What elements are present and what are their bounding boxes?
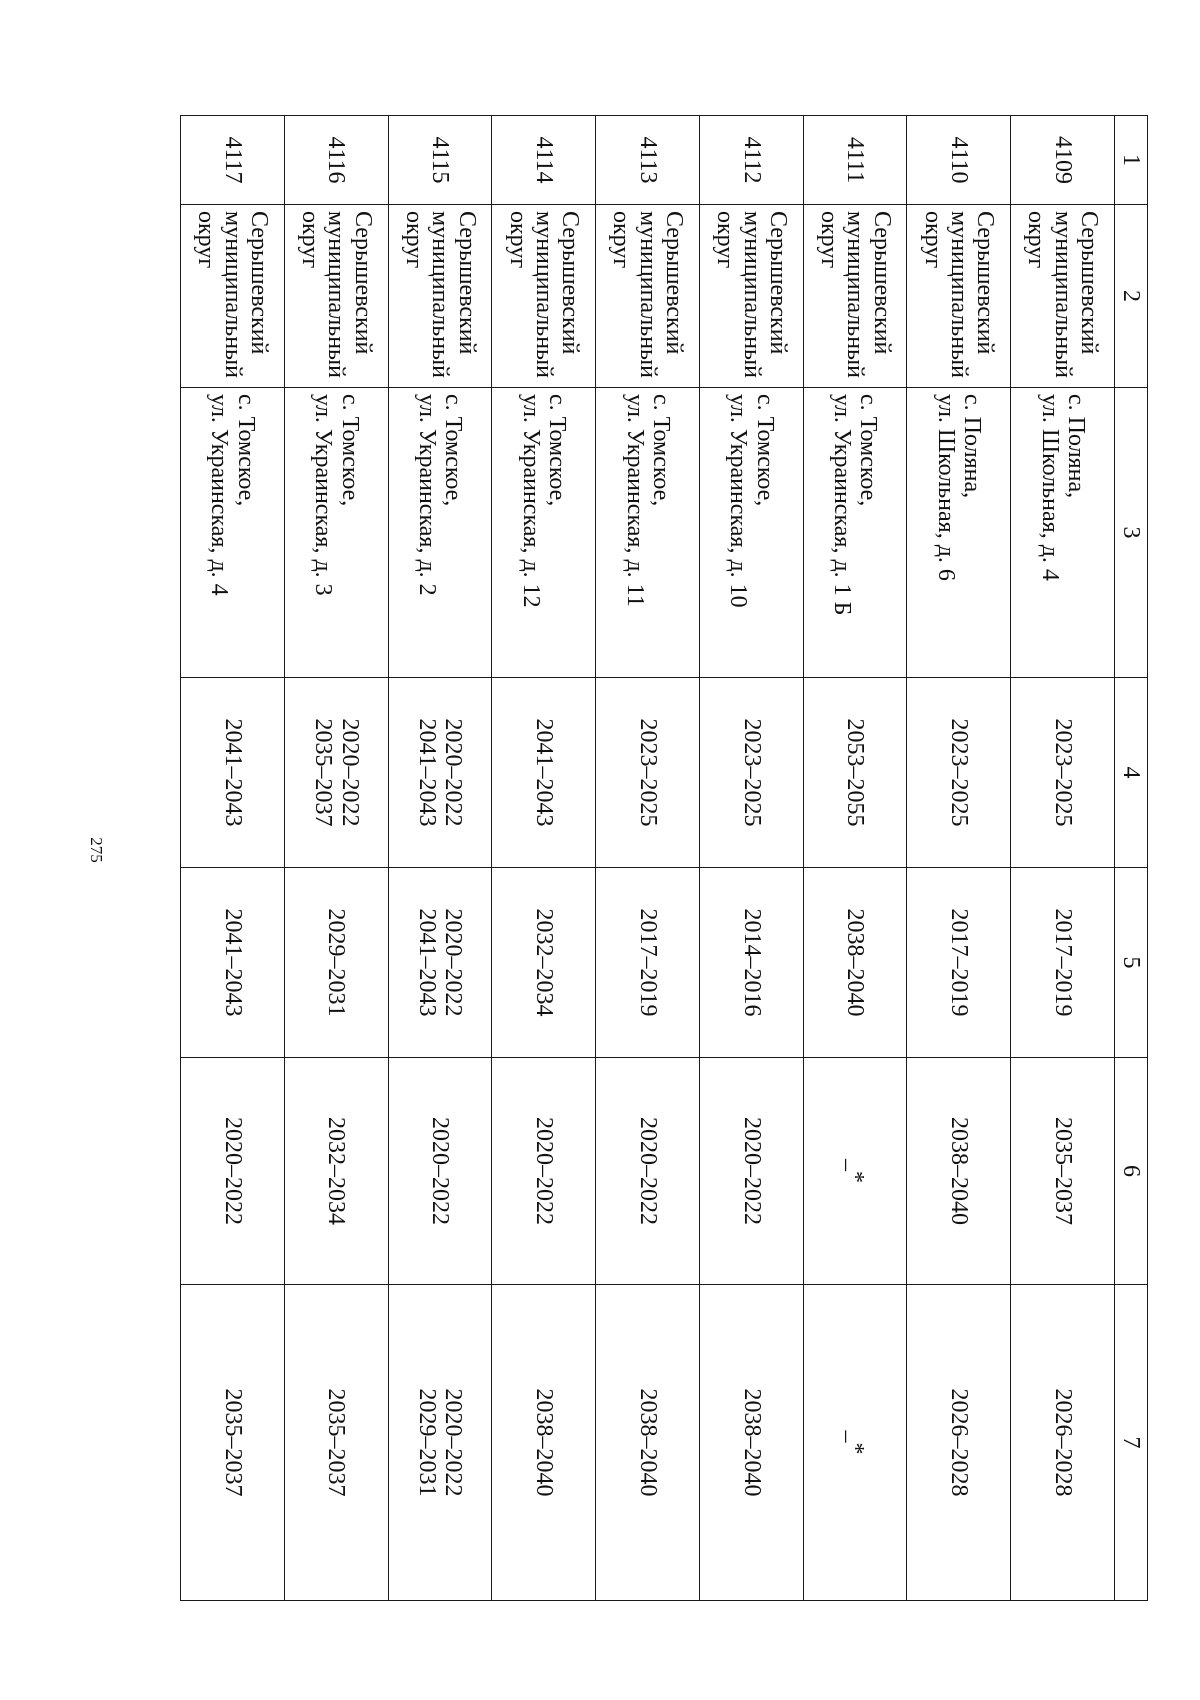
cell-address-line: с. Томское,	[440, 394, 467, 507]
cell-district	[388, 205, 492, 388]
cell-col-5-line: 2014–2016	[738, 908, 765, 1017]
cell-col-6	[803, 1058, 907, 1285]
cell-number: 4113	[596, 116, 700, 205]
cell-col-7-line: 2020–2022	[440, 1388, 467, 1497]
cell-district	[907, 205, 1011, 388]
cell-col-5	[1011, 868, 1115, 1058]
cell-address	[596, 388, 700, 678]
cell-col-7-line: 2038–2040	[738, 1388, 765, 1497]
cell-col-6-line: 2032–2034	[323, 1117, 350, 1225]
table-row	[492, 116, 596, 1601]
cell-district-line: муниципальный	[634, 211, 661, 379]
cell-col-7	[492, 1285, 596, 1601]
cell-col-6-line: 2020–2022	[219, 1117, 246, 1225]
cell-number: 4117	[181, 116, 285, 205]
cell-district-line: Серышевский	[246, 211, 273, 355]
cell-address	[284, 388, 388, 678]
cell-address-line: ул. Украинская, д. 11	[621, 394, 648, 607]
cell-col-5-line: 2020–2022	[440, 908, 467, 1017]
cell-district	[181, 205, 285, 388]
cell-col-4	[284, 678, 388, 868]
header-col-7: 7	[1115, 1285, 1148, 1601]
header-col-6: 6	[1115, 1058, 1148, 1285]
cell-col-4	[699, 678, 803, 868]
cell-address-line: ул. Украинская, д. 10	[725, 394, 752, 608]
cell-district-line: муниципальный	[530, 211, 557, 379]
cell-address-line: ул. Школьная, д. 6	[932, 394, 959, 581]
cell-col-6-line: 2020–2022	[530, 1117, 557, 1225]
table-row	[388, 116, 492, 1601]
cell-col-4	[596, 678, 700, 868]
cell-col-7	[699, 1285, 803, 1601]
cell-district-line: муниципальный	[427, 211, 454, 379]
cell-number: 4116	[284, 116, 388, 205]
rotated-table-container	[180, 115, 1148, 1600]
cell-address-line: с. Томское,	[232, 394, 259, 507]
cell-district-line: округ	[297, 211, 324, 269]
cell-col-6	[284, 1058, 388, 1285]
cell-address-line: с. Томское,	[855, 394, 882, 507]
cell-col-6-line: _*	[842, 1159, 869, 1183]
cell-address-line: с. Томское,	[336, 394, 363, 507]
header-col-2: 2	[1115, 205, 1148, 388]
cell-address-line: с. Поляна,	[959, 394, 986, 499]
cell-district-line: муниципальный	[738, 211, 765, 379]
cell-district-line: муниципальный	[1049, 211, 1076, 379]
cell-district-line: Серышевский	[349, 211, 376, 355]
cell-col-6-line: 2020–2022	[427, 1117, 454, 1225]
cell-col-7-line: 2026–2028	[946, 1388, 973, 1497]
cell-district-line: округ	[608, 211, 635, 269]
cell-col-5-line: 2017–2019	[634, 908, 661, 1017]
cell-address	[699, 388, 803, 678]
cell-col-5-line: 2041–2043	[219, 908, 246, 1017]
cell-district-line: муниципальный	[946, 211, 973, 379]
cell-address	[803, 388, 907, 678]
cell-district-line: округ	[815, 211, 842, 269]
cell-col-5-line: 2032–2034	[530, 908, 557, 1017]
cell-col-5	[181, 868, 285, 1058]
cell-col-7	[596, 1285, 700, 1601]
table-row	[907, 116, 1011, 1601]
cell-col-5-line: 2029–2031	[323, 908, 350, 1017]
header-col-3: 3	[1115, 388, 1148, 678]
cell-col-4-line: 2041–2043	[414, 718, 441, 827]
cell-col-4-line: 2023–2025	[634, 718, 661, 827]
cell-address-line: ул. Украинская, д. 2	[414, 394, 441, 596]
cell-col-6-line: 2035–2037	[1049, 1117, 1076, 1225]
table-row	[181, 116, 285, 1601]
cell-number: 4115	[388, 116, 492, 205]
cell-col-7	[284, 1285, 388, 1601]
table-row	[699, 116, 803, 1601]
cell-col-7	[803, 1285, 907, 1601]
cell-col-7	[181, 1285, 285, 1601]
header-col-1: 1	[1115, 116, 1148, 205]
cell-district-line: Серышевский	[1076, 211, 1103, 355]
cell-address	[492, 388, 596, 678]
cell-district-line: Серышевский	[868, 211, 895, 355]
cell-address	[907, 388, 1011, 678]
cell-col-6	[388, 1058, 492, 1285]
cell-col-7-line: 2035–2037	[219, 1388, 246, 1497]
cell-district-line: муниципальный	[842, 211, 869, 379]
cell-district-line: Серышевский	[764, 211, 791, 355]
cell-col-5	[284, 868, 388, 1058]
cell-col-5	[803, 868, 907, 1058]
page-number: 275	[87, 837, 106, 863]
cell-col-5	[492, 868, 596, 1058]
cell-district-line: округ	[712, 211, 739, 269]
cell-col-7-line: 2026–2028	[1049, 1388, 1076, 1497]
cell-col-5-line: 2041–2043	[414, 908, 441, 1017]
header-row	[1115, 116, 1148, 1601]
cell-district	[284, 205, 388, 388]
cell-address-line: с. Томское,	[751, 394, 778, 507]
cell-col-4	[492, 678, 596, 868]
cell-district	[803, 205, 907, 388]
cell-district-line: Серышевский	[557, 211, 584, 355]
cell-col-6	[907, 1058, 1011, 1285]
cell-district-line: округ	[1023, 211, 1050, 269]
cell-district-line: муниципальный	[323, 211, 350, 379]
cell-district-line: округ	[400, 211, 427, 269]
cell-district	[1011, 205, 1115, 388]
cell-district-line: округ	[193, 211, 220, 269]
header-col-5: 5	[1115, 868, 1148, 1058]
cell-district	[596, 205, 700, 388]
cell-address	[181, 388, 285, 678]
cell-col-5	[388, 868, 492, 1058]
cell-col-7-line: _*	[842, 1430, 869, 1455]
cell-col-7	[388, 1285, 492, 1601]
cell-district-line: округ	[504, 211, 531, 269]
cell-address-line: ул. Украинская, д. 12	[517, 394, 544, 608]
cell-address-line: с. Поляна,	[1063, 394, 1090, 499]
cell-address-line: ул. Школьная, д. 4	[1036, 394, 1063, 581]
cell-address-line: ул. Украинская, д. 1 Б	[829, 394, 856, 616]
cell-col-4	[181, 678, 285, 868]
cell-district-line: муниципальный	[219, 211, 246, 379]
cell-col-6	[492, 1058, 596, 1285]
cell-district-line: округ	[919, 211, 946, 269]
cell-col-6	[1011, 1058, 1115, 1285]
cell-col-5	[699, 868, 803, 1058]
cell-col-4	[388, 678, 492, 868]
cell-address	[1011, 388, 1115, 678]
cell-col-6	[181, 1058, 285, 1285]
cell-col-5-line: 2017–2019	[946, 908, 973, 1017]
table-row	[284, 116, 388, 1601]
cell-address	[388, 388, 492, 678]
cell-col-4-line: 2023–2025	[1049, 718, 1076, 827]
cell-col-7-line: 2038–2040	[530, 1388, 557, 1497]
table-row	[803, 116, 907, 1601]
cell-number: 4109	[1011, 116, 1115, 205]
header-col-4: 4	[1115, 678, 1148, 868]
cell-address-line: ул. Украинская, д. 4	[206, 394, 233, 596]
cell-col-7-line: 2029–2031	[414, 1388, 441, 1497]
cell-col-7	[1011, 1285, 1115, 1601]
schedule-table	[180, 115, 1148, 1601]
table-row	[596, 116, 700, 1601]
cell-col-4-line: 2041–2043	[219, 718, 246, 827]
cell-col-4-line: 2023–2025	[738, 718, 765, 827]
cell-col-5-line: 2017–2019	[1049, 908, 1076, 1017]
cell-col-7-line: 2038–2040	[634, 1388, 661, 1497]
cell-district	[699, 205, 803, 388]
cell-number: 4114	[492, 116, 596, 205]
cell-district-line: Серышевский	[453, 211, 480, 355]
cell-col-5	[596, 868, 700, 1058]
cell-col-4-line: 2053–2055	[842, 718, 869, 827]
table-row	[1011, 116, 1115, 1601]
cell-col-4	[803, 678, 907, 868]
cell-col-4-line: 2020–2022	[336, 718, 363, 827]
cell-col-7	[907, 1285, 1011, 1601]
cell-col-6	[596, 1058, 700, 1285]
cell-number: 4112	[699, 116, 803, 205]
cell-number: 4111	[803, 116, 907, 205]
cell-number: 4110	[907, 116, 1011, 205]
cell-district-line: Серышевский	[661, 211, 688, 355]
cell-district-line: Серышевский	[972, 211, 999, 355]
cell-col-4-line: 2023–2025	[946, 718, 973, 827]
cell-col-4-line: 2020–2022	[440, 718, 467, 827]
table-body	[181, 116, 1115, 1601]
cell-col-4-line: 2035–2037	[310, 718, 337, 827]
cell-col-6-line: 2020–2022	[738, 1117, 765, 1225]
cell-col-7-line: 2035–2037	[323, 1388, 350, 1497]
cell-address-line: с. Томское,	[544, 394, 571, 507]
cell-district	[492, 205, 596, 388]
cell-col-6-line: 2020–2022	[634, 1117, 661, 1225]
cell-address-line: ул. Украинская, д. 3	[310, 394, 337, 596]
cell-col-5	[907, 868, 1011, 1058]
cell-col-6-line: 2038–2040	[946, 1117, 973, 1225]
cell-col-4	[907, 678, 1011, 868]
cell-col-4-line: 2041–2043	[530, 718, 557, 827]
cell-col-6	[699, 1058, 803, 1285]
cell-col-5-line: 2038–2040	[842, 908, 869, 1017]
cell-col-4	[1011, 678, 1115, 868]
cell-address-line: с. Томское,	[647, 394, 674, 507]
